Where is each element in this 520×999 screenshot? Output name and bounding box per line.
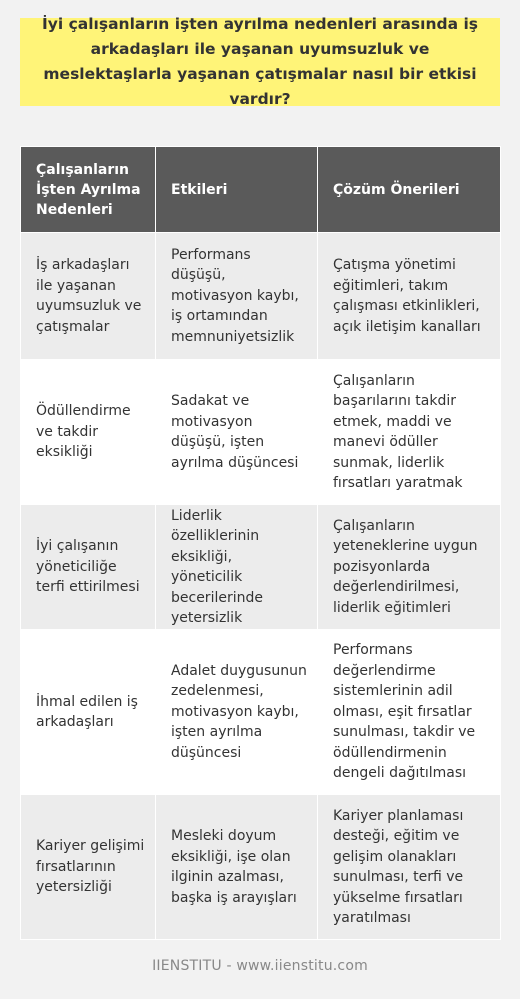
effect-cell: Liderlik özelliklerinin eksikliği, yöneticilik becerilerinde yetersizlik [156, 505, 318, 630]
effect-cell: Adalet duygusunun zedelenmesi, motivasyon kaybı, işten ayrılma düşüncesi [156, 630, 318, 795]
solution-cell: Performans değerlendirme sistemlerinin adil olması, eşit fırsatlar sunulması, takdir ve ödüllendirmenin dengeli dağıtılması [318, 630, 501, 795]
footer-credit: IIENSTITU - www.iienstitu.com [152, 958, 368, 974]
title-banner [20, 15, 500, 108]
table-row [21, 795, 501, 940]
table-row [21, 630, 501, 795]
table-row [21, 505, 501, 630]
reason-cell: İş arkadaşları ile yaşanan uyumsuzluk ve çatışmalar [21, 233, 156, 360]
reason-cell: Kariyer gelişimi fırsatlarının yetersizliği [21, 795, 156, 940]
page-title: İyi çalışanların işten ayrılma nedenleri arasında iş arkadaşları ile yaşanan uyumsuzluk ve meslektaşlarla yaşanan çatışmalar nasıl bir etkisi vardır? [42, 15, 478, 108]
solution-cell: Çatışma yönetimi eğitimleri, takım çalışması etkinlikleri, açık iletişim kanalları [318, 233, 501, 360]
solution-cell: Çalışanların yeteneklerine uygun pozisyonlarda değerlendirilmesi, liderlik eğitimleri [318, 505, 501, 630]
solution-cell: Kariyer planlaması desteği, eğitim ve gelişim olanakları sunulması, terfi ve yükselme fırsatları yaratılması [318, 795, 501, 940]
effect-cell: Sadakat ve motivasyon düşüşü, işten ayrılma düşüncesi [156, 360, 318, 505]
table-row [21, 360, 501, 505]
reason-cell: İyi çalışanın yöneticiliğe terfi ettirilmesi [21, 505, 156, 630]
solution-cell: Çalışanların başarılarını takdir etmek, maddi ve manevi ödüller sunmak, liderlik fırsatları yaratmak [318, 360, 501, 505]
reason-cell: İhmal edilen iş arkadaşları [21, 630, 156, 795]
effect-cell: Performans düşüşü, motivasyon kaybı, iş ortamından memnuniyetsizlik [156, 233, 318, 360]
reason-cell: Ödüllendirme ve takdir eksikliği [21, 360, 156, 505]
column-header-solutions: Çözüm Önerileri [318, 147, 501, 233]
reasons-table [20, 146, 501, 940]
effect-cell: Mesleki doyum eksikliği, işe olan ilginin azalması, başka iş arayışları [156, 795, 318, 940]
column-header-effects: Etkileri [156, 147, 318, 233]
table-header-row [21, 147, 501, 233]
column-header-reasons: Çalışanların İşten Ayrılma Nedenleri [21, 147, 156, 233]
table-row [21, 233, 501, 360]
